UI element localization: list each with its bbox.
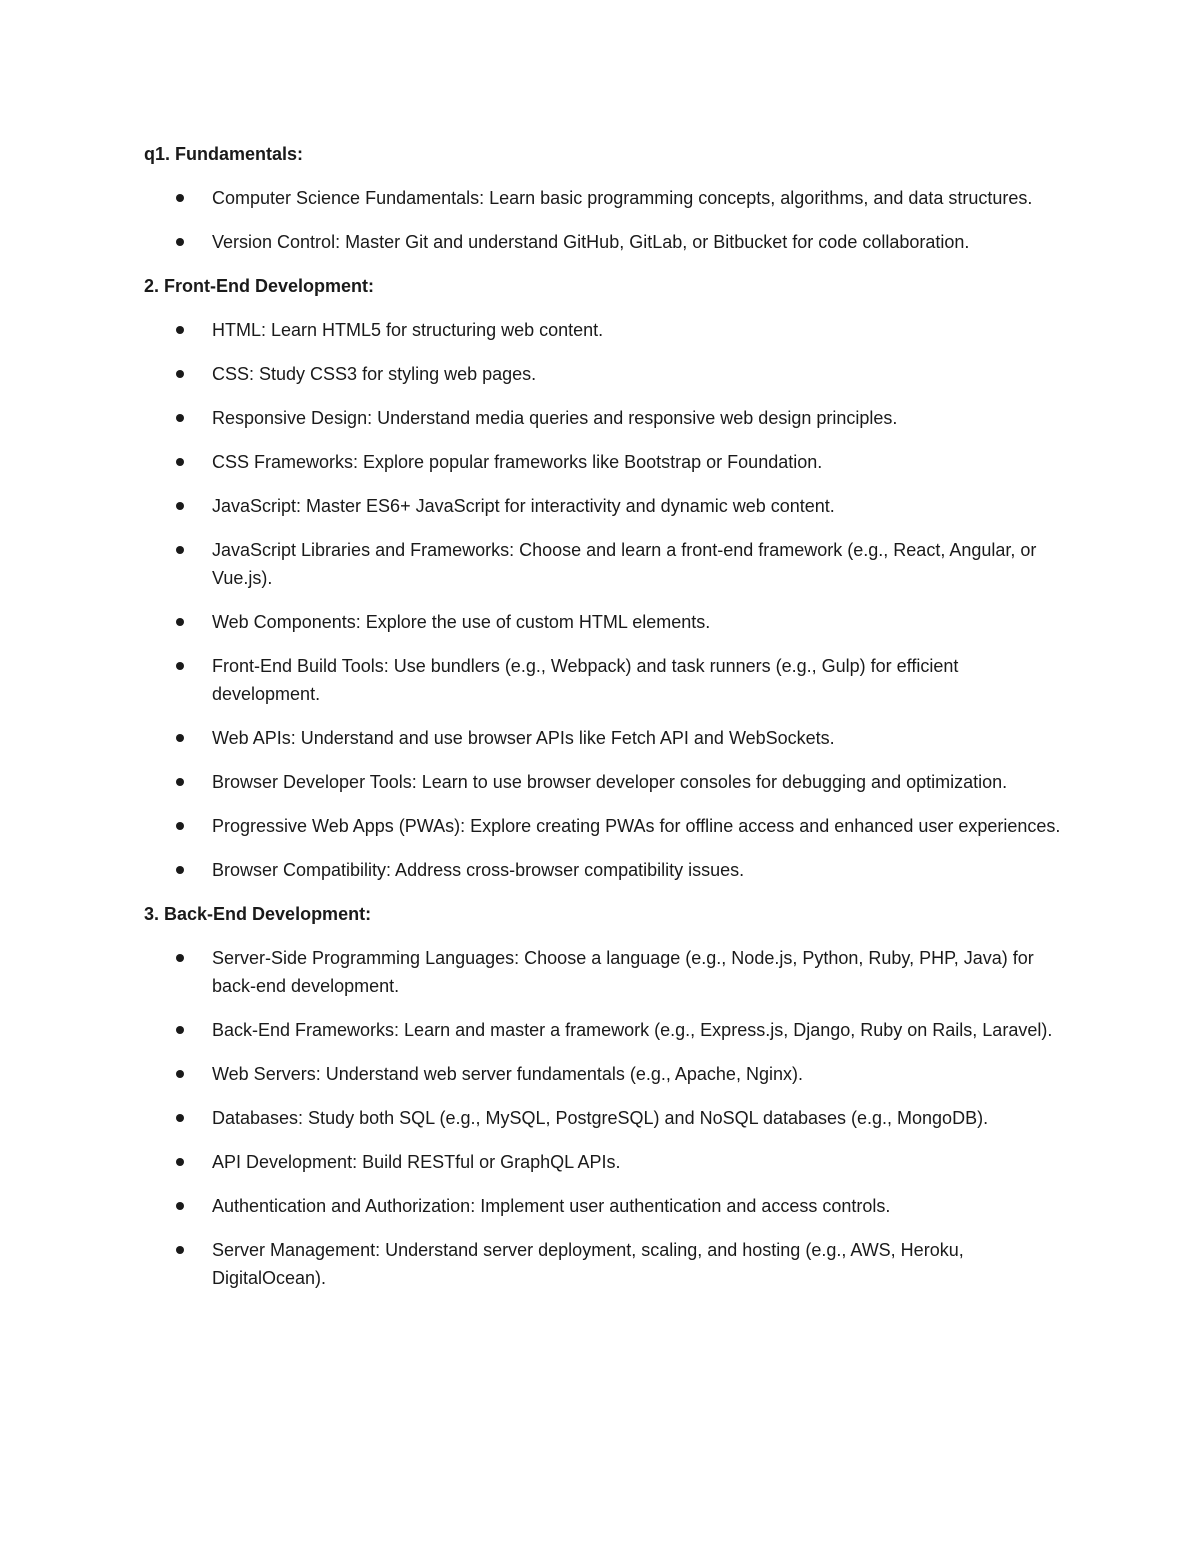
bullet-icon — [176, 662, 184, 670]
section-heading: q1. Fundamentals: — [144, 144, 304, 164]
list-item-text: Version Control: Master Git and understand GitHub, GitLab, or Bitbucket for code collaboration. — [212, 232, 970, 252]
section-heading: 2. Front-End Development: — [144, 276, 375, 296]
bullet-icon — [176, 326, 184, 334]
bullet-icon — [176, 458, 184, 466]
list-item — [144, 316, 1064, 344]
bullet-list — [144, 184, 1064, 256]
bullet-icon — [176, 1246, 184, 1254]
list-item — [144, 1060, 1064, 1088]
list-item-text: Responsive Design: Understand media queries and responsive web design principles. — [212, 408, 898, 428]
bullet-icon — [176, 778, 184, 786]
section-heading: 3. Back-End Development: — [144, 904, 372, 924]
section-front-end — [144, 272, 1064, 884]
list-item — [144, 448, 1064, 476]
list-item — [144, 1016, 1064, 1044]
list-item — [144, 1192, 1064, 1220]
list-item-text: Front-End Build Tools: Use bundlers (e.g., Webpack) and task runners (e.g., Gulp) for efficient development. — [212, 656, 959, 704]
list-item-text: Databases: Study both SQL (e.g., MySQL, PostgreSQL) and NoSQL databases (e.g., MongoDB). — [212, 1108, 989, 1128]
list-item-text: Browser Developer Tools: Learn to use browser developer consoles for debugging and optimization. — [212, 772, 1008, 792]
list-item — [144, 768, 1064, 796]
list-item-text: Back-End Frameworks: Learn and master a framework (e.g., Express.js, Django, Ruby on Rails, Laravel). — [212, 1020, 1053, 1040]
list-item-text: Server Management: Understand server deployment, scaling, and hosting (e.g., AWS, Heroku, DigitalOcean). — [212, 1240, 964, 1288]
bullet-list — [144, 944, 1064, 1292]
bullet-icon — [176, 1158, 184, 1166]
bullet-icon — [176, 734, 184, 742]
list-item — [144, 1148, 1064, 1176]
bullet-icon — [176, 502, 184, 510]
list-item — [144, 812, 1064, 840]
list-item — [144, 856, 1064, 884]
list-item-text: Computer Science Fundamentals: Learn basic programming concepts, algorithms, and data structures. — [212, 188, 1033, 208]
list-item-text: Progressive Web Apps (PWAs): Explore creating PWAs for offline access and enhanced user experiences. — [212, 816, 1061, 836]
bullet-icon — [176, 194, 184, 202]
list-item — [144, 1104, 1064, 1132]
list-item — [144, 404, 1064, 432]
section-back-end — [144, 900, 1064, 1292]
list-item-text: JavaScript Libraries and Frameworks: Choose and learn a front-end framework (e.g., React, Angular, or Vue.js). — [212, 540, 1037, 588]
list-item — [144, 1236, 1064, 1292]
bullet-icon — [176, 822, 184, 830]
bullet-icon — [176, 954, 184, 962]
bullet-icon — [176, 414, 184, 422]
bullet-icon — [176, 1114, 184, 1122]
list-item-text: Web Servers: Understand web server fundamentals (e.g., Apache, Nginx). — [212, 1064, 803, 1084]
list-item-text: Web Components: Explore the use of custom HTML elements. — [212, 612, 711, 632]
list-item-text: Web APIs: Understand and use browser APIs like Fetch API and WebSockets. — [212, 728, 835, 748]
list-item — [144, 184, 1064, 212]
bullet-icon — [176, 1202, 184, 1210]
list-item-text: Authentication and Authorization: Implement user authentication and access controls. — [212, 1196, 891, 1216]
list-item-text: API Development: Build RESTful or GraphQL APIs. — [212, 1152, 621, 1172]
bullet-icon — [176, 1026, 184, 1034]
list-item — [144, 492, 1064, 520]
list-item-text: HTML: Learn HTML5 for structuring web content. — [212, 320, 604, 340]
list-item — [144, 228, 1064, 256]
bullet-icon — [176, 370, 184, 378]
list-item — [144, 360, 1064, 388]
bullet-icon — [176, 238, 184, 246]
bullet-icon — [176, 1070, 184, 1078]
list-item — [144, 536, 1064, 592]
bullet-list — [144, 316, 1064, 884]
list-item — [144, 724, 1064, 752]
list-item-text: CSS: Study CSS3 for styling web pages. — [212, 364, 537, 384]
list-item — [144, 944, 1064, 1000]
list-item-text: Browser Compatibility: Address cross-browser compatibility issues. — [212, 860, 745, 880]
bullet-icon — [176, 618, 184, 626]
section-fundamentals — [144, 140, 1064, 256]
bullet-icon — [176, 546, 184, 554]
bullet-icon — [176, 866, 184, 874]
list-item — [144, 608, 1064, 636]
list-item — [144, 652, 1064, 708]
list-item-text: CSS Frameworks: Explore popular frameworks like Bootstrap or Foundation. — [212, 452, 823, 472]
list-item-text: JavaScript: Master ES6+ JavaScript for interactivity and dynamic web content. — [212, 496, 835, 516]
list-item-text: Server-Side Programming Languages: Choose a language (e.g., Node.js, Python, Ruby, PHP, Java) for back-end development. — [212, 948, 1034, 996]
document-content — [144, 140, 1064, 1308]
